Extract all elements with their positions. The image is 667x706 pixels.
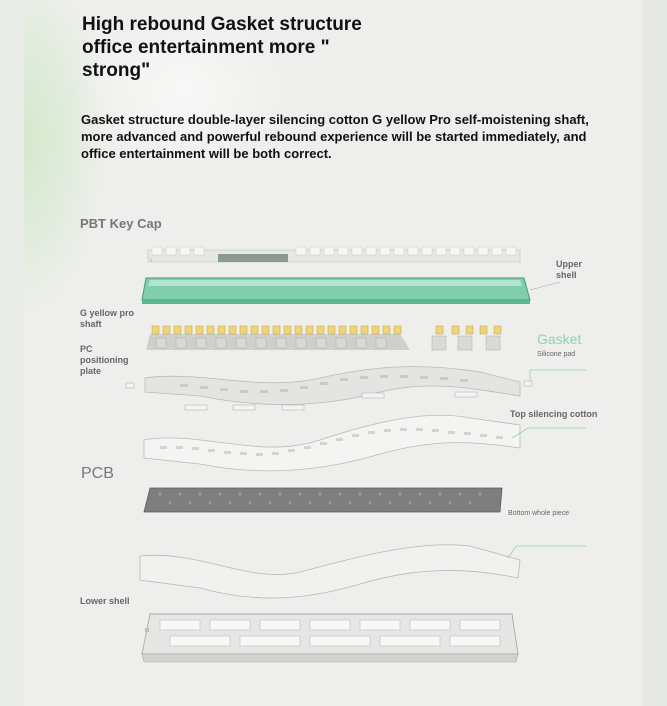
label-bottom-whole-piece: Bottom whole piece [508,510,570,517]
label-gasket: Gasket [537,331,582,347]
bottom-piece-layer [140,545,520,598]
label-pbt-key-cap: PBT Key Cap [80,216,162,231]
silencing-cotton-layer [144,415,520,471]
keycap-layer [148,247,520,262]
page-description: Gasket structure double-layer silencing cotton G yellow Pro self-moistening shaft, more advanced and powerful rebound experience will be started immediately, and office entertainment will be both correct. [81,112,589,161]
upper-shell-layer [142,278,530,304]
label-top-silencing-cotton: Top silencing cotton [510,409,598,419]
label-upper-shell: Upper shell [556,259,583,280]
label-pc-positioning-plate: PC positioning plate [80,344,129,376]
pcb-layer [144,488,502,512]
page-title: High rebound Gasket structure office entertainment more " strong" [82,14,362,81]
lower-shell-layer [142,614,518,662]
label-silicone-pad: Silicone pad [537,351,576,358]
switch-layer [146,326,501,350]
label-pcb: PCB [81,465,114,482]
label-lower-shell: Lower shell [80,596,130,606]
label-g-yellow-pro-shaft: G yellow pro shaft [80,308,135,329]
positioning-plate-layer [126,367,532,410]
